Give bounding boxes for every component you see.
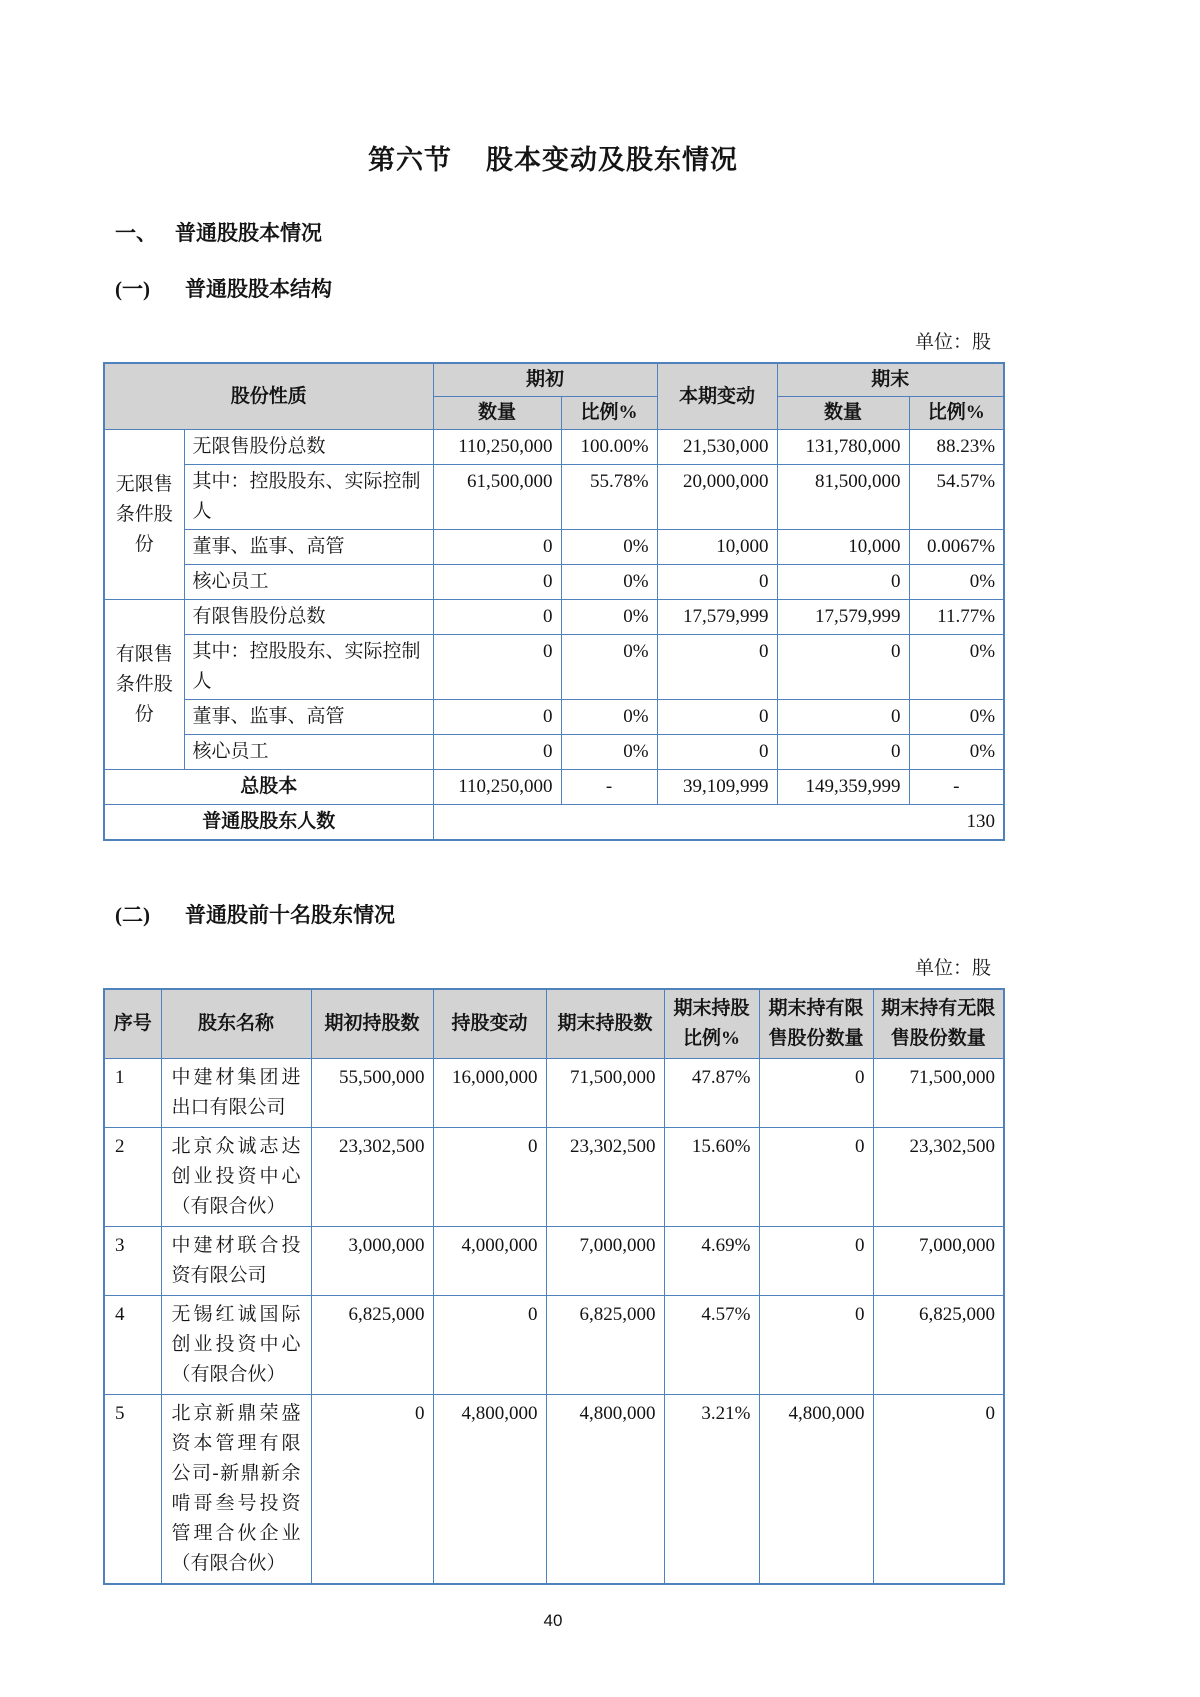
unit-label: 单位：股 — [914, 958, 991, 979]
shareholder-name-cell: 北京众诚志达创业投资中心（有限合伙） — [161, 1128, 311, 1227]
begin-qty-cell: 0 — [433, 530, 561, 565]
heading-number: 一、 — [115, 221, 157, 245]
table-row — [104, 565, 1004, 600]
group-label-unrestricted: 无限售条件股份 — [104, 430, 184, 600]
end-qty-cell: 0 — [777, 735, 909, 770]
table-row — [104, 600, 1004, 635]
begin-qty-cell: 0 — [433, 635, 561, 700]
end-pct-cell: - — [909, 770, 1004, 805]
begin-pct-cell: 0% — [561, 735, 657, 770]
begin-pct-cell: - — [561, 770, 657, 805]
end-pct-cell: 54.57% — [909, 465, 1004, 530]
share-structure-table — [103, 362, 1005, 841]
begin-qty-cell: 0 — [433, 600, 561, 635]
begin-pct-cell: 0% — [561, 530, 657, 565]
row-label: 核心员工 — [184, 565, 433, 600]
header-end-unrestricted: 期末持有无限售股份数量 — [873, 989, 1004, 1059]
heading-number: (一) — [115, 277, 150, 301]
shareholder-name-cell: 中建材集团进出口有限公司 — [161, 1059, 311, 1128]
serial-no-cell: 2 — [104, 1128, 161, 1227]
shareholder-name-cell: 无锡红诚国际创业投资中心（有限合伙） — [161, 1296, 311, 1395]
end-qty-cell: 0 — [777, 635, 909, 700]
begin-pct-cell: 0% — [561, 635, 657, 700]
begin-qty-cell: 110,250,000 — [433, 770, 561, 805]
unit-label: 单位：股 — [914, 332, 991, 353]
end-qty-cell: 17,579,999 — [777, 600, 909, 635]
header-shareholder-name: 股东名称 — [161, 989, 311, 1059]
end-holdings-cell: 7,000,000 — [546, 1227, 664, 1296]
begin-qty-cell: 0 — [433, 735, 561, 770]
end-ratio-cell: 3.21% — [664, 1395, 759, 1585]
shareholder-row — [104, 1296, 1004, 1395]
end-qty-cell: 149,359,999 — [777, 770, 909, 805]
end-pct-cell: 88.23% — [909, 430, 1004, 465]
row-label: 其中：控股股东、实际控制人 — [184, 465, 433, 530]
change-cell: 0 — [657, 700, 777, 735]
heading-number: (二) — [115, 903, 150, 927]
begin-pct-cell: 55.78% — [561, 465, 657, 530]
begin-qty-cell: 61,500,000 — [433, 465, 561, 530]
header-end-ratio: 比例% — [909, 397, 1004, 430]
begin-pct-cell: 0% — [561, 600, 657, 635]
shareholder-name-cell: 中建材联合投资有限公司 — [161, 1227, 311, 1296]
begin-pct-cell: 0% — [561, 700, 657, 735]
begin-qty-cell: 0 — [433, 700, 561, 735]
table-row — [104, 735, 1004, 770]
change-cell: 17,579,999 — [657, 600, 777, 635]
begin-holdings-cell: 55,500,000 — [311, 1059, 433, 1128]
row-label: 其中：控股股东、实际控制人 — [184, 635, 433, 700]
header-begin-quantity: 数量 — [433, 397, 561, 430]
row-label: 核心员工 — [184, 735, 433, 770]
end-pct-cell: 0% — [909, 565, 1004, 600]
holder-count-value: 130 — [433, 805, 1004, 841]
table-row — [104, 700, 1004, 735]
end-unrestricted-cell: 6,825,000 — [873, 1296, 1004, 1395]
begin-qty-cell: 0 — [433, 565, 561, 600]
section-name: 股本变动及股东情况 — [486, 145, 738, 175]
change-cell: 21,530,000 — [657, 430, 777, 465]
heading-top-ten-shareholders — [103, 899, 1003, 929]
row-label-total: 总股本 — [104, 770, 433, 805]
table-row — [104, 635, 1004, 700]
row-label: 无限售股份总数 — [184, 430, 433, 465]
serial-no-cell: 3 — [104, 1227, 161, 1296]
page-number: 40 — [543, 1611, 563, 1630]
end-pct-cell: 11.77% — [909, 600, 1004, 635]
table-row — [104, 530, 1004, 565]
end-restricted-cell: 0 — [759, 1296, 873, 1395]
end-unrestricted-cell: 0 — [873, 1395, 1004, 1585]
group-label-restricted: 有限售条件股份 — [104, 600, 184, 770]
header-serial-no: 序号 — [104, 989, 161, 1059]
header-holdings-change: 持股变动 — [433, 989, 546, 1059]
header-end-ratio: 期末持股比例% — [664, 989, 759, 1059]
change-cell: 39,109,999 — [657, 770, 777, 805]
serial-no-cell: 5 — [104, 1395, 161, 1585]
table-row — [104, 430, 1004, 465]
holdings-change-cell: 4,800,000 — [433, 1395, 546, 1585]
begin-holdings-cell: 6,825,000 — [311, 1296, 433, 1395]
end-ratio-cell: 4.57% — [664, 1296, 759, 1395]
table-header-row — [104, 989, 1004, 1059]
section-number: 第六节 — [368, 145, 452, 175]
table-row — [104, 465, 1004, 530]
change-cell: 20,000,000 — [657, 465, 777, 530]
header-begin-holdings: 期初持股数 — [311, 989, 433, 1059]
end-pct-cell: 0% — [909, 735, 1004, 770]
change-cell: 0 — [657, 735, 777, 770]
end-holdings-cell: 23,302,500 — [546, 1128, 664, 1227]
total-share-capital-row — [104, 770, 1004, 805]
change-cell: 0 — [657, 635, 777, 700]
end-qty-cell: 0 — [777, 700, 909, 735]
begin-holdings-cell: 3,000,000 — [311, 1227, 433, 1296]
shareholder-count-row — [104, 805, 1004, 841]
change-cell: 0 — [657, 565, 777, 600]
end-qty-cell: 10,000 — [777, 530, 909, 565]
change-cell: 10,000 — [657, 530, 777, 565]
row-label: 董事、监事、高管 — [184, 700, 433, 735]
end-pct-cell: 0.0067% — [909, 530, 1004, 565]
end-unrestricted-cell: 71,500,000 — [873, 1059, 1004, 1128]
shareholder-row — [104, 1059, 1004, 1128]
end-restricted-cell: 0 — [759, 1059, 873, 1128]
begin-holdings-cell: 23,302,500 — [311, 1128, 433, 1227]
end-ratio-cell: 47.87% — [664, 1059, 759, 1128]
holdings-change-cell: 4,000,000 — [433, 1227, 546, 1296]
heading-text: 普通股股本结构 — [185, 277, 332, 301]
row-label-holder-count: 普通股股东人数 — [104, 805, 433, 841]
end-qty-cell: 0 — [777, 565, 909, 600]
table-header-row — [104, 363, 1004, 397]
header-end-restricted: 期末持有限售股份数量 — [759, 989, 873, 1059]
begin-holdings-cell: 0 — [311, 1395, 433, 1585]
shareholder-row — [104, 1395, 1004, 1585]
header-current-change: 本期变动 — [657, 363, 777, 430]
serial-no-cell: 1 — [104, 1059, 161, 1128]
header-share-nature: 股份性质 — [104, 363, 433, 430]
row-label: 董事、监事、高管 — [184, 530, 433, 565]
holdings-change-cell: 16,000,000 — [433, 1059, 546, 1128]
end-restricted-cell: 4,800,000 — [759, 1395, 873, 1585]
end-restricted-cell: 0 — [759, 1227, 873, 1296]
heading-text: 普通股前十名股东情况 — [185, 903, 395, 927]
end-unrestricted-cell: 7,000,000 — [873, 1227, 1004, 1296]
end-ratio-cell: 15.60% — [664, 1128, 759, 1227]
end-holdings-cell: 6,825,000 — [546, 1296, 664, 1395]
begin-pct-cell: 100.00% — [561, 430, 657, 465]
heading-text: 普通股股本情况 — [175, 221, 322, 245]
header-end-quantity: 数量 — [777, 397, 909, 430]
end-holdings-cell: 4,800,000 — [546, 1395, 664, 1585]
holdings-change-cell: 0 — [433, 1296, 546, 1395]
holdings-change-cell: 0 — [433, 1128, 546, 1227]
end-pct-cell: 0% — [909, 700, 1004, 735]
top-shareholders-table — [103, 988, 1005, 1585]
end-restricted-cell: 0 — [759, 1128, 873, 1227]
begin-pct-cell: 0% — [561, 565, 657, 600]
heading-common-share-capital — [103, 217, 1003, 247]
header-begin-ratio: 比例% — [561, 397, 657, 430]
shareholder-name-cell: 北京新鼎荣盛资本管理有限公司-新鼎新余啃哥叁号投资管理合伙企业（有限合伙） — [161, 1395, 311, 1585]
shareholder-row — [104, 1128, 1004, 1227]
heading-share-structure — [103, 273, 1003, 303]
header-beginning-period: 期初 — [433, 363, 657, 397]
header-ending-period: 期末 — [777, 363, 1004, 397]
serial-no-cell: 4 — [104, 1296, 161, 1395]
end-ratio-cell: 4.69% — [664, 1227, 759, 1296]
row-label: 有限售股份总数 — [184, 600, 433, 635]
shareholder-row — [104, 1227, 1004, 1296]
end-pct-cell: 0% — [909, 635, 1004, 700]
header-end-holdings: 期末持股数 — [546, 989, 664, 1059]
page-title — [103, 138, 1003, 177]
end-qty-cell: 81,500,000 — [777, 465, 909, 530]
end-unrestricted-cell: 23,302,500 — [873, 1128, 1004, 1227]
begin-qty-cell: 110,250,000 — [433, 430, 561, 465]
end-qty-cell: 131,780,000 — [777, 430, 909, 465]
end-holdings-cell: 71,500,000 — [546, 1059, 664, 1128]
